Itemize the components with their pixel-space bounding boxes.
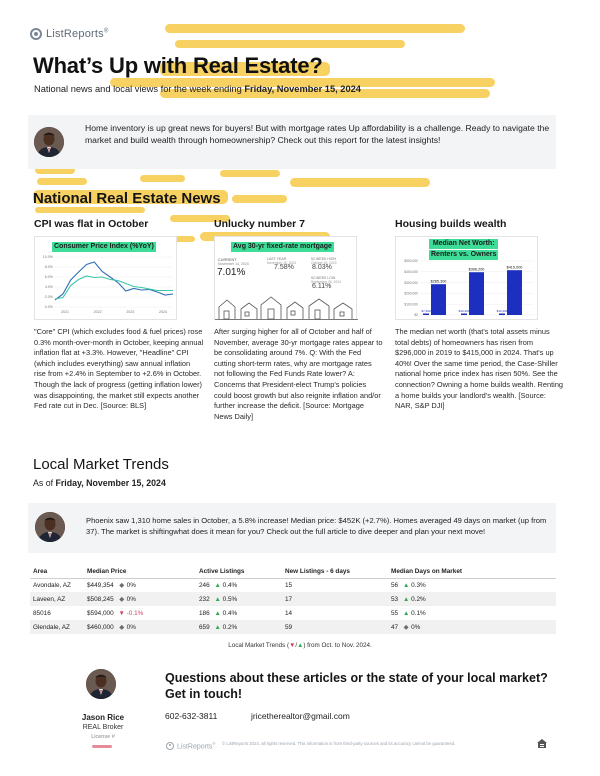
- cpi-article-text: "Core" CPI (which excludes food & fuel prices) rose 0.3% month-over-month in October, keeping annual inflation flat at +3.3%. However, "Headline" CPI (which includes everything) saw annual inflation rise from +2.4% in September to +2.6% in October. Though the lack of progress (getting inflation lower) was disappointing, the market still expects another Fed rate cut in Dec. [Source: BLS]: [34, 327, 204, 411]
- cell-median-price: [84, 592, 196, 606]
- trend-legend: [0, 642, 600, 649]
- brand-name: ListReports®: [46, 28, 109, 40]
- agent-name: Jason Rice: [81, 713, 125, 722]
- local-trends-heading: Local Market Trends: [33, 456, 169, 473]
- highlight-stroke: [175, 40, 405, 48]
- trend-up-icon: ▲: [402, 609, 410, 617]
- column-header-active-listings: Active Listings: [196, 565, 282, 578]
- active-value: 246: [199, 581, 210, 589]
- active-change: 0.5%: [222, 595, 238, 603]
- trend-up-icon: ▲: [402, 581, 410, 589]
- nw-bar-owners: [469, 272, 484, 315]
- highlight-stroke: [232, 195, 287, 203]
- page-title: What’s Up with Real Estate?: [33, 53, 323, 78]
- nw-bar-label: $7,400: [421, 309, 431, 313]
- cell-area: Laveen, AZ: [30, 592, 84, 606]
- highlight-stroke: [140, 175, 185, 182]
- mortgage-high-value: 8.03%: [312, 264, 332, 271]
- cell-area: Avondale, AZ: [33, 581, 71, 589]
- table-row: [30, 620, 556, 634]
- cell-active-listings: [196, 606, 282, 620]
- nw-bar-label: $415,000: [506, 265, 523, 270]
- mortgage-chart-title: Avg 30-yr fixed-rate mortgage: [233, 243, 332, 250]
- contact-cta: Questions about these articles or the state of your local market? Get in touch!: [165, 671, 548, 701]
- intro-text: Home inventory is up great news for buyers! But with mortgage rates Up affordability is a challenge. Ready to navigate the market and build wealth through homeownership? Check out this report for the latest insights!: [85, 123, 550, 146]
- trend-flat-icon: ◆: [119, 624, 125, 631]
- highlight-stroke: [37, 178, 87, 185]
- price-value: $449,354: [87, 582, 114, 590]
- cpi-chart-title: Consumer Price Index (%YoY): [54, 243, 154, 250]
- cpi-xtick-label: 2022: [93, 310, 102, 314]
- nw-bar-label: $285,300: [430, 279, 447, 284]
- active-change: 0.2%: [222, 623, 238, 631]
- net-worth-title-line1: Median Net Worth:: [429, 239, 498, 249]
- trend-flat-icon: ◆: [119, 582, 125, 590]
- net-worth-chart-card: [395, 236, 538, 320]
- agent-license: License #: [91, 734, 115, 740]
- price-change: 0%: [126, 582, 136, 590]
- price-change: 0%: [126, 596, 136, 603]
- dom-value: 55: [391, 609, 399, 617]
- asof-prefix: As of: [33, 478, 54, 488]
- dom-value: 47: [391, 624, 399, 631]
- cpi-series-line: [55, 262, 173, 300]
- equal-housing-icon: [537, 739, 547, 748]
- cpi-series-line: [55, 276, 173, 299]
- mortgage-current-date: November 14, 2024: [218, 262, 249, 266]
- cell-area: 85016: [33, 609, 51, 617]
- listreports-logo-icon: [30, 28, 42, 40]
- column-header-area: Area: [30, 565, 84, 578]
- cell-days-on-market: [388, 606, 556, 620]
- agent-role: REAL Broker: [82, 724, 124, 731]
- houses-illustration-icon: [215, 287, 358, 321]
- asof-date: Friday, November 15, 2024: [55, 478, 166, 488]
- legend-down-arrow: ▼: [289, 642, 296, 649]
- legend-suffix: ) from Oct. to Nov. 2024.: [303, 642, 372, 649]
- cpi-ytick-label: 8.0%: [44, 265, 53, 270]
- cell-days-on-market: [388, 592, 556, 606]
- mortgage-low-label: 52-WEEK LOW: [311, 276, 336, 280]
- cell-median-price: [84, 578, 196, 592]
- cell-new-listings: 15: [285, 581, 293, 589]
- active-value: 232: [199, 595, 210, 603]
- nw-ytick-label: $300,000: [404, 280, 418, 285]
- listreports-logo-icon: [166, 742, 174, 750]
- cell-active-listings: [196, 578, 282, 592]
- cpi-xtick-label: 2021: [61, 310, 69, 314]
- table-row: [30, 592, 556, 606]
- mortgage-current-value: 7.01%: [217, 267, 246, 278]
- agent-portrait-icon: [34, 127, 64, 157]
- mortgage-last-year-value: 7.58%: [274, 264, 294, 271]
- highlight-stroke: [290, 178, 430, 187]
- agent-phone-link[interactable]: 602-632-3811: [165, 711, 218, 721]
- cpi-line-chart: [35, 237, 178, 321]
- trend-up-icon: ▲: [214, 595, 221, 603]
- dom-change: 0%: [411, 624, 421, 631]
- legend-separator: /: [295, 642, 298, 649]
- net-worth-title-line2: Renters vs. Owners: [431, 251, 497, 258]
- cpi-ytick-label: 6.0%: [44, 275, 53, 280]
- cpi-ytick-label: 4.0%: [44, 285, 53, 290]
- trend-up-icon: ▲: [214, 623, 221, 631]
- mortgage-high-date: October 26, 2023: [311, 261, 337, 265]
- cpi-ytick-label: 0.0%: [44, 305, 53, 310]
- subtitle-prefix: National news and local views for the week ending: [34, 84, 242, 94]
- nw-bar-renters: [499, 314, 505, 316]
- price-value: $594,000: [87, 609, 114, 617]
- local-asof: [33, 478, 166, 488]
- active-value: 186: [199, 609, 210, 617]
- nw-bar-owners: [431, 284, 446, 315]
- dom-change: 0.3%: [411, 581, 426, 589]
- nw-bar-label: $396,200: [468, 267, 485, 272]
- nw-bar-renters: [423, 314, 429, 316]
- agent-photo: [86, 669, 116, 699]
- legend-prefix: Local Market Trends (: [228, 642, 290, 649]
- nw-ytick-label: $100,000: [404, 302, 418, 307]
- footer-copyright: © ListReports 2024, all rights reserved. This information is from third-party sources and its accuracy cannot be guaranteed.: [222, 741, 456, 746]
- trend-flat-icon: ◆: [403, 624, 409, 631]
- net-worth-bar-chart: [396, 237, 539, 321]
- trend-down-icon: ▼: [118, 609, 125, 617]
- cell-area: Glendale, AZ: [30, 620, 84, 634]
- national-news-heading: National Real Estate News: [33, 190, 221, 207]
- highlight-stroke: [165, 24, 465, 33]
- news-title-wealth: Housing builds wealth: [395, 218, 507, 230]
- market-trends-table: [30, 565, 556, 634]
- mortgage-low-value: 6.11%: [312, 283, 332, 290]
- table-header-row: [30, 565, 556, 578]
- column-header-days-on-market: Median Days on Market: [388, 565, 556, 578]
- nw-ytick-label: $0: [414, 313, 418, 318]
- price-change: -0.1%: [126, 609, 144, 617]
- license-underline: [92, 745, 112, 748]
- active-value: 659: [199, 623, 210, 631]
- cell-active-listings: [196, 620, 282, 634]
- footer-brand-name: ListReports®: [177, 741, 216, 751]
- cell-median-price: [84, 620, 196, 634]
- agent-avatar: [34, 127, 64, 157]
- mortgage-last-year-date: November 16, 2023: [267, 261, 296, 265]
- legend-up-arrow: ▲: [297, 642, 304, 649]
- brand-logo: [30, 28, 108, 40]
- mortgage-high-label: 52-WEEK HIGH: [311, 257, 337, 261]
- mortgage-low-date: September 26, 2024: [311, 280, 341, 284]
- cell-median-price: [84, 606, 196, 620]
- local-summary-text: Phoenix saw 1,310 home sales in October, a 5.8% increase! Median price: $452K (+2.7%). Homes averaged 49 days on market (up from 37). The market is shiftingwhat does it mean for you? Check out the full article to dive deeper and plan your next move!: [86, 516, 547, 536]
- cpi-xtick-label: 2023: [126, 310, 135, 314]
- cpi-ytick-label: 2.0%: [44, 295, 53, 300]
- page-subtitle: [34, 84, 361, 94]
- column-header-median-price: Median Price: [84, 565, 196, 578]
- footer-logo: [166, 741, 215, 750]
- agent-email-link[interactable]: jricetherealtor@gmail.com: [251, 711, 350, 721]
- cpi-xtick-label: 2024: [159, 310, 167, 314]
- agent-avatar-local: [35, 512, 65, 542]
- table-row: [30, 578, 556, 592]
- news-title-mortgage: Unlucky number 7: [214, 218, 306, 230]
- trend-flat-icon: ◆: [119, 596, 125, 603]
- news-title-cpi: CPI was flat in October: [34, 218, 149, 230]
- nw-bar-renters: [461, 314, 467, 316]
- cell-new-listings: 14: [285, 609, 293, 617]
- active-change: 0.4%: [222, 609, 238, 617]
- cpi-ytick-label: 10.0%: [42, 255, 53, 260]
- mortgage-rate-card: [214, 236, 357, 320]
- trend-up-icon: ▲: [214, 581, 221, 589]
- trend-up-icon: ▲: [214, 609, 221, 617]
- cell-days-on-market: [388, 578, 556, 592]
- week-date: Friday, November 15, 2024: [244, 84, 361, 94]
- dom-change: 0.1%: [411, 609, 426, 617]
- column-header-new-listings: New Listings - 6 days: [282, 565, 388, 578]
- cpi-chart-card: [34, 236, 177, 320]
- price-value: $508,245: [87, 596, 114, 603]
- dom-value: 53: [391, 595, 399, 603]
- cell-days-on-market: [388, 620, 556, 634]
- wealth-article-text: The median net worth (that's total assets minus total debts) of homeowners has risen from $296,000 in 2019 to $415,000 in 2024. That's up 40%! Over the same time period, the Case-Shiller national home price index has risen 50%. See the connection? Owning a home builds wealth. Renting a home builds your landlord's wealth. [Source: NAR, S&P DJI]: [395, 327, 564, 411]
- mortgage-last-year-label: LAST YEAR: [267, 257, 287, 261]
- table-row: [30, 606, 556, 620]
- nw-bar-owners: [507, 270, 522, 315]
- mortgage-current-label: CURRENT: [218, 258, 237, 262]
- trend-up-icon: ▲: [402, 595, 410, 603]
- price-value: $460,000: [87, 624, 114, 631]
- nw-ytick-label: $200,000: [404, 291, 418, 296]
- highlight-stroke: [220, 170, 280, 177]
- nw-ytick-label: $500,000: [404, 259, 418, 264]
- highlight-stroke: [35, 207, 145, 213]
- cell-new-listings: 17: [282, 592, 388, 606]
- agent-portrait-icon: [86, 669, 116, 699]
- active-change: 0.4%: [222, 581, 238, 589]
- mortgage-article-text: After surging higher for all of October and half of November, average 30-yr mortgage rates appear to be consolidating around 7%. Q: With the Fed cutting short-term rates, why are mortgage rates not following the Fed Funds Rate lower? A: Concerns that President-elect Trump's policies could boost growth but also reignite inflation and/or further increase the deficit. [Source: Mortgage News Daily]: [214, 327, 383, 421]
- dom-change: 0.2%: [411, 595, 426, 603]
- cell-active-listings: [196, 592, 282, 606]
- agent-portrait-icon: [35, 512, 65, 542]
- nw-bar-label: $10,400: [458, 309, 470, 313]
- nw-bar-label: $10,400: [496, 309, 508, 313]
- cell-new-listings: 59: [282, 620, 388, 634]
- price-change: 0%: [126, 624, 136, 631]
- dom-value: 56: [391, 581, 399, 589]
- nw-ytick-label: $400,000: [404, 270, 418, 274]
